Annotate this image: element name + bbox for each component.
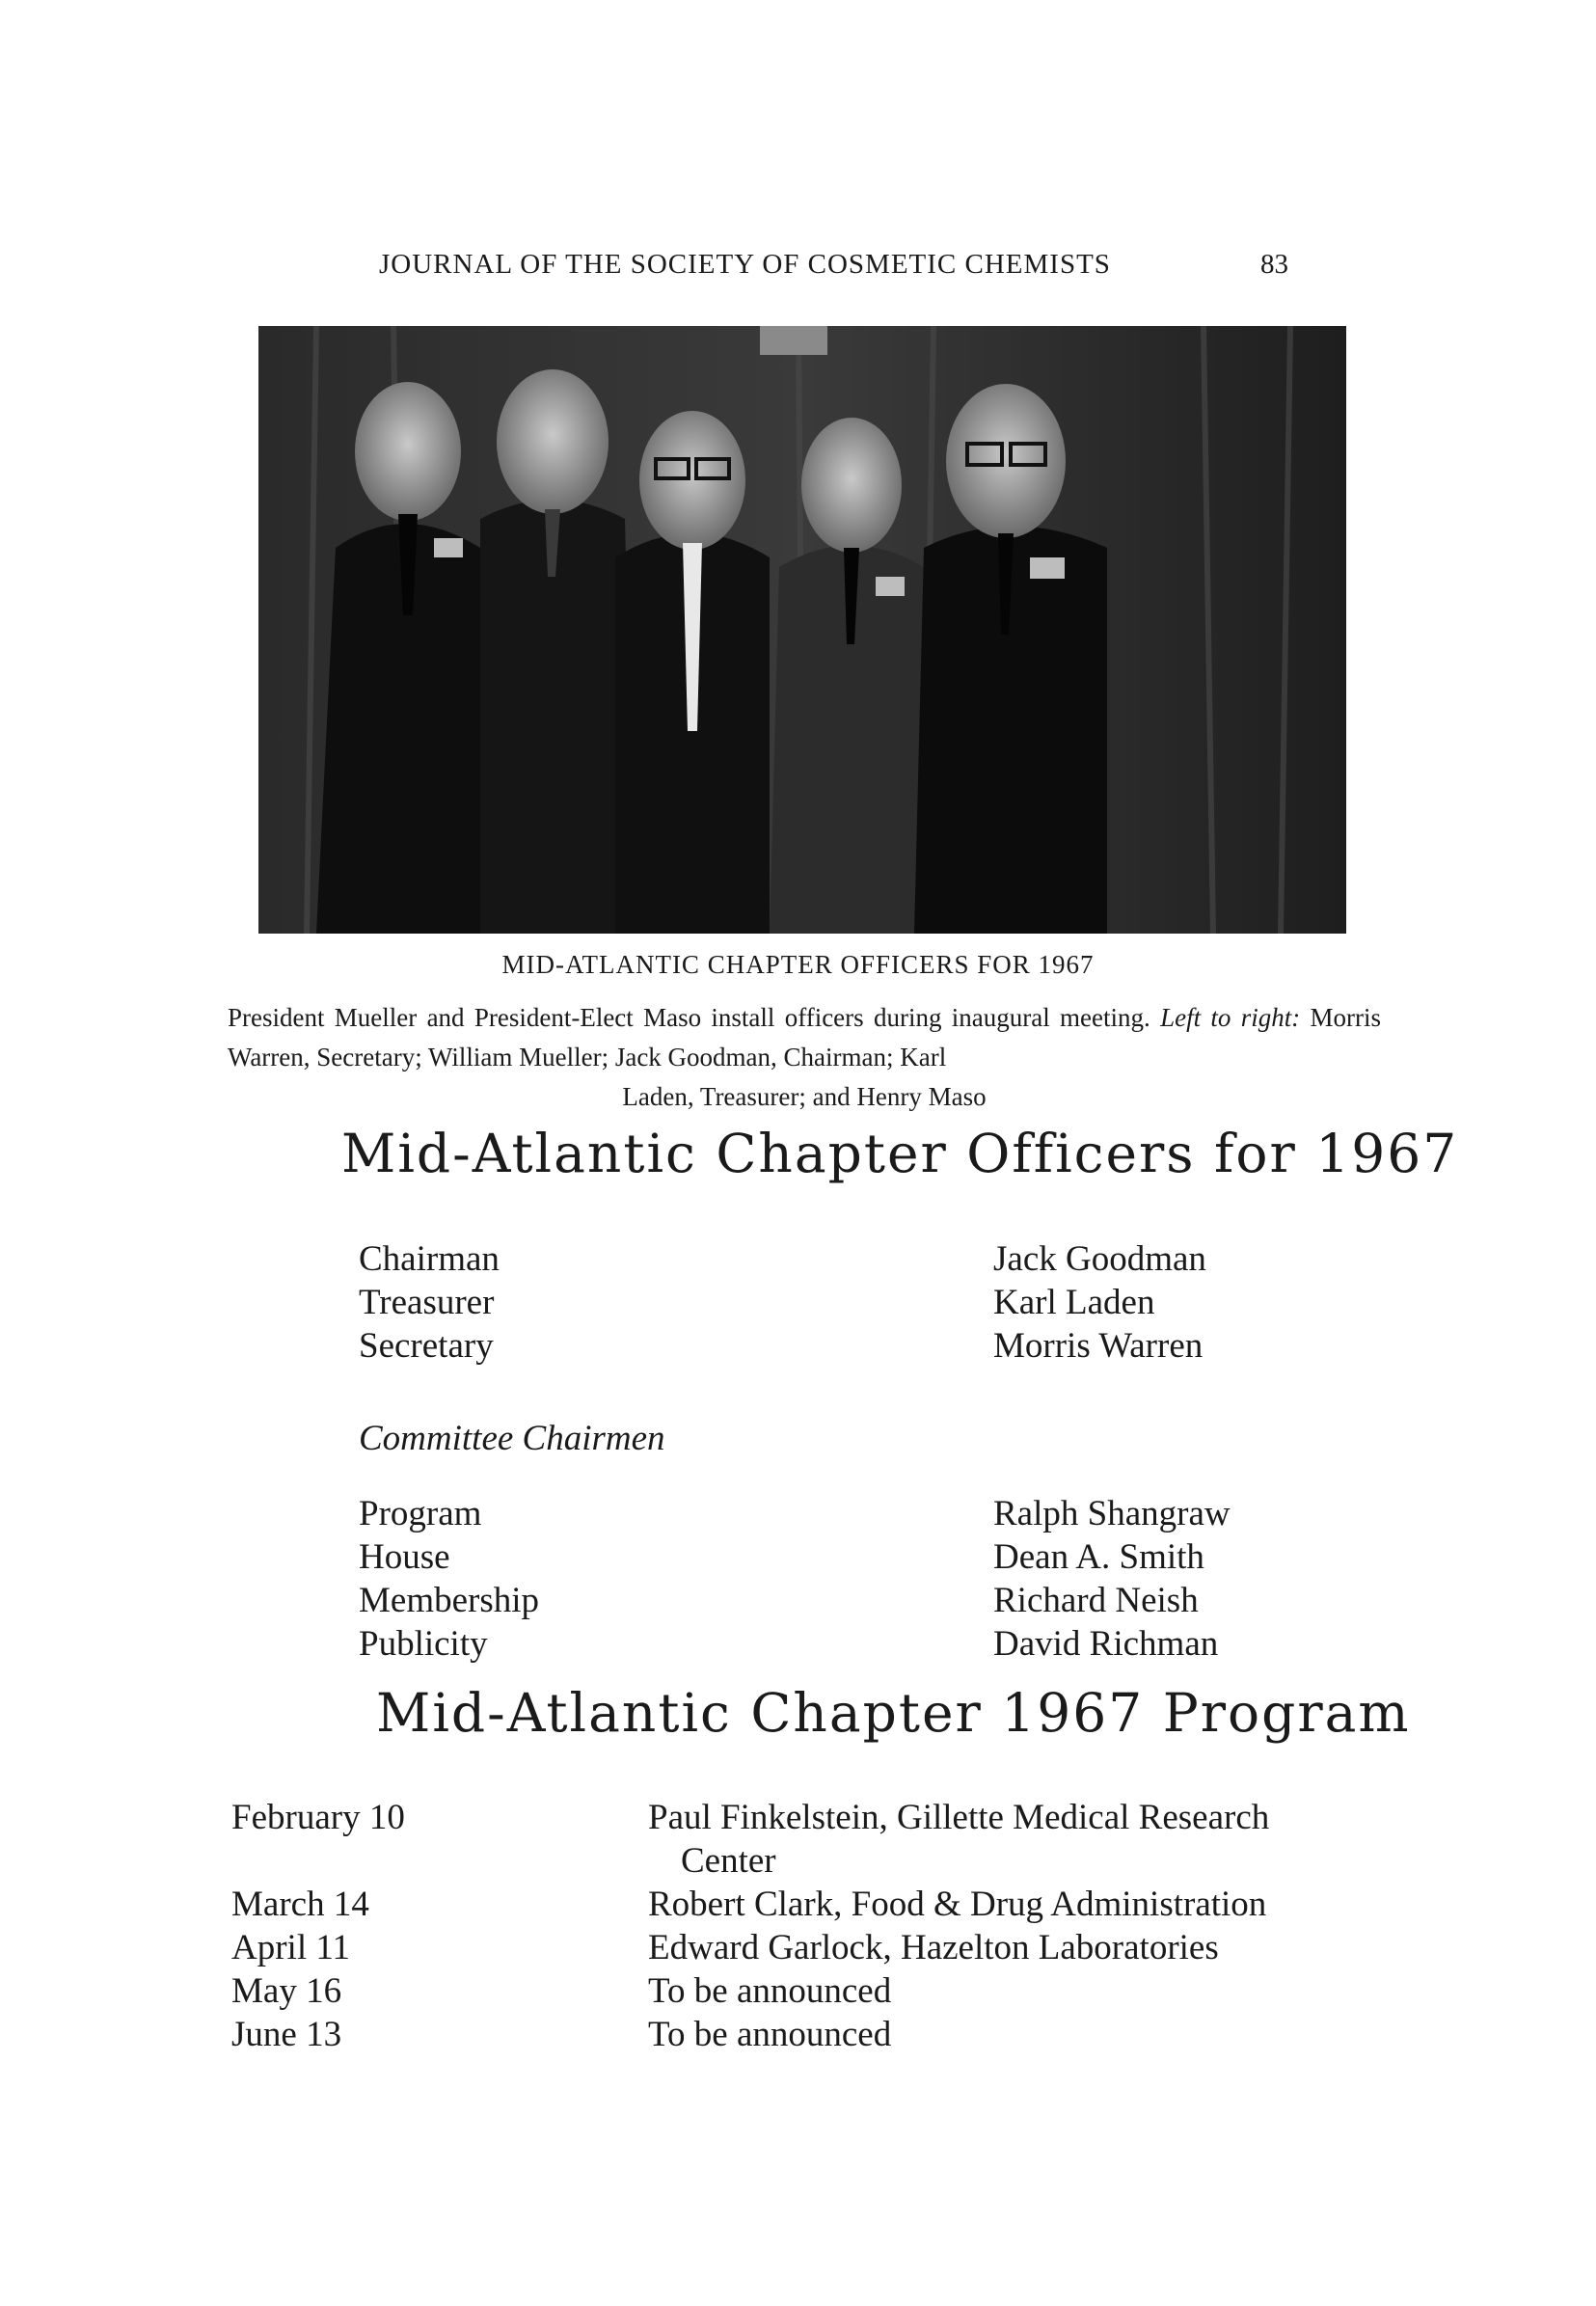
program-talk: To be announced [648,1971,892,2011]
caption-left: Left [1160,1003,1202,1032]
program-date: June 13 [231,2015,342,2054]
officer-name: Karl Laden [993,1283,1155,1322]
committee-heading: Committee Chairmen [359,1419,665,1458]
officers-photo [258,326,1346,934]
program-talk: To be announced [648,2015,892,2054]
program-date: February 10 [231,1798,405,1837]
officer-role: Chairman [359,1239,500,1279]
caption-text-3: Laden, Treasurer; and Henry Maso [622,1082,987,1111]
caption-text-1: President Mueller and President-Elect Maso install officers during inaugural meeting. [228,1003,1150,1032]
officer-name: Morris Warren [993,1326,1204,1366]
program-date: March 14 [231,1885,369,1924]
caption-to-right: to right: [1210,1003,1301,1032]
photo-title: MID-ATLANTIC CHAPTER OFFICERS FOR 1967 [501,950,1095,979]
program-talk: Robert Clark, Food & Drug Administration [648,1885,1267,1924]
program-talk: Paul Finkelstein, Gillette Medical Research [648,1798,1270,1837]
committee-name: David Richman [993,1624,1219,1664]
committee-role: Program [359,1494,482,1533]
program-date: May 16 [231,1971,342,2011]
photo-caption [228,998,1381,1117]
officers-heading: Mid-Atlantic Chapter Officers for 1967 [341,1123,1459,1184]
officer-role: Treasurer [359,1283,495,1322]
committee-name: Richard Neish [993,1581,1199,1620]
page-number: 83 [1260,249,1288,280]
committee-name: Ralph Shangraw [993,1494,1231,1533]
committee-role: House [359,1537,450,1577]
program-date: April 11 [231,1928,350,1967]
committee-name: Dean A. Smith [993,1537,1204,1577]
caption-text-2: Morris Warren, Secretary; William Mueller; Jack Goodman, Chairman; Karl [228,1003,1382,1072]
program-heading: Mid-Atlantic Chapter 1967 Program [376,1682,1411,1744]
committee-role: Membership [359,1581,540,1620]
officer-role: Secretary [359,1326,494,1366]
program-talk-cont: Center [681,1841,776,1881]
officer-name: Jack Goodman [993,1239,1206,1279]
running-header: JOURNAL OF THE SOCIETY OF COSMETIC CHEMISTS [379,249,1111,280]
program-talk: Edward Garlock, Hazelton Laboratories [648,1928,1219,1967]
committee-role: Publicity [359,1624,488,1664]
